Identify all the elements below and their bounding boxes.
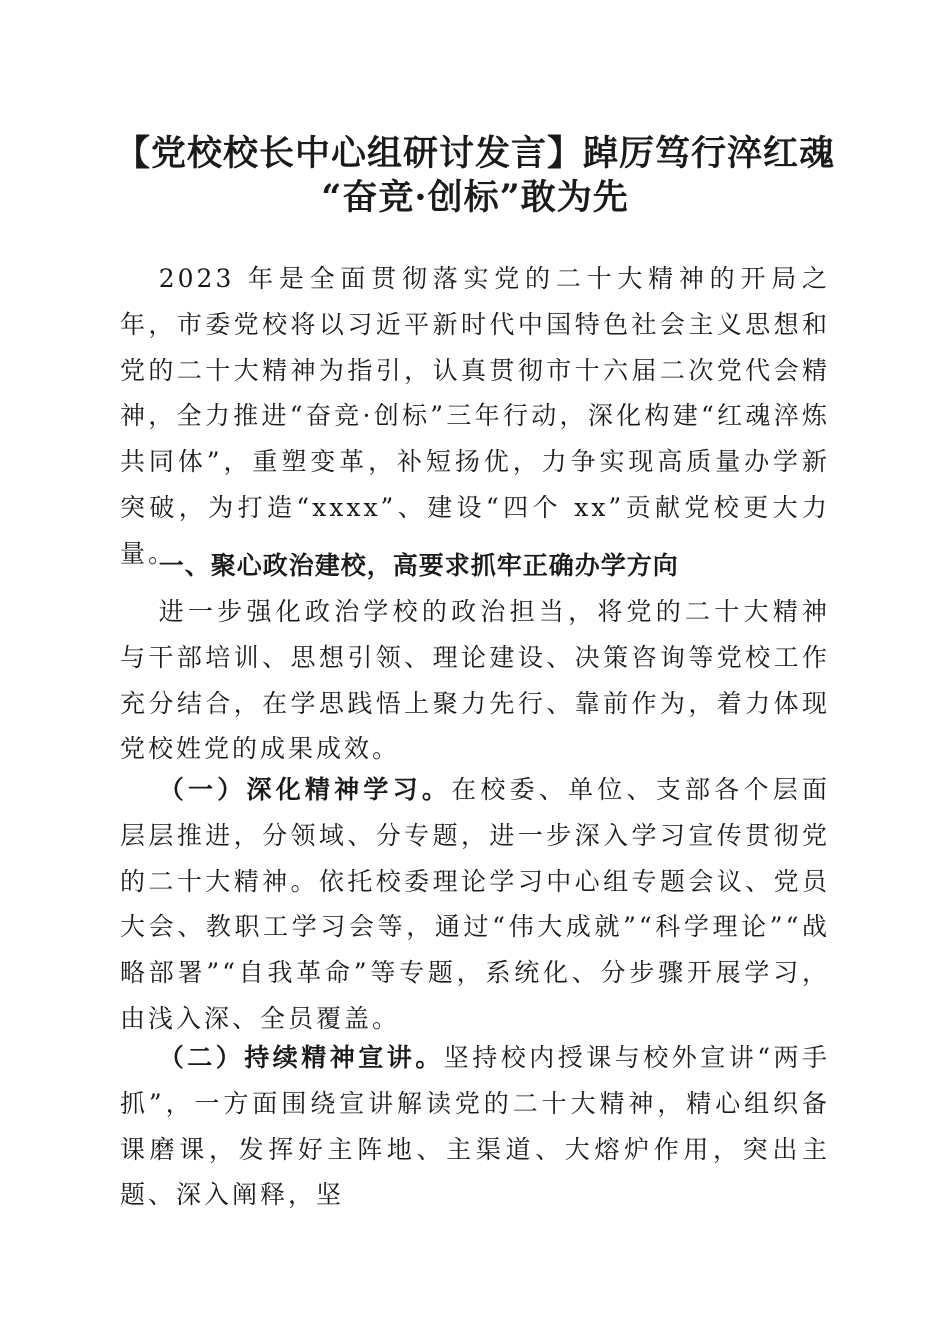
paragraph-section-1: 进一步强化政治学校的政治担当，将党的二十大精神与干部培训、思想引领、理论建设、决策咨询等党校工作充分结合，在学思践悟上聚力先行、靠前作为，着力体现党校姓党的成果成效。 [120,597,830,764]
paragraph-intro: 2023 年是全面贯彻落实党的二十大精神的开局之年，市委党校将以习近平新时代中国特色社会主义思想和党的二十大精神为指引，认真贯彻市十六届二次党代会精神，全力推进“奋竞·创标”三年行动，深化构建“红魂淬炼共同体”，重塑变革，补短扬优，力争实现高质量办学新突破，为打造“xxxx”、建设“四个 xx”贡献党校更大力量。 [120,264,830,568]
item-2-lead: （二）持续精神宣讲。 [158,1043,444,1072]
section-heading-1: 一、聚心政治建校，高要求抓牢正确办学方向 [158,551,679,580]
item-1-text: 在校委、单位、支部各个层面层层推进，分领域、分专题，进一步深入学习宣传贯彻党的二十大精神。依托校委理论学习中心组专题会议、党员大会、教职工学习会等，通过“伟大成就”“科学理论”“战略部署”“自我革命”等专题，系统化、分步骤开展学习，由浅入深、全员覆盖。 [120,775,830,1033]
document-title-line-1: 【党校校长中心组研讨发言】踔厉笃行淬红魂 [114,133,835,174]
paragraph-item-1 [120,767,830,1042]
item-1-lead: （一）深化精神学习。 [158,775,452,804]
item-2-text: 坚持校内授课与校外宣讲“两手抓”，一方面围绕宣讲解读党的二十大精神，精心组织备课磨课，发挥好主阵地、主渠道、大熔炉作用，突出主题、深入阐释，坚 [120,1043,830,1210]
paragraph-item-2 [120,1035,830,1218]
document-title-line-2: “奋竞·创标”敢为先 [321,177,629,218]
